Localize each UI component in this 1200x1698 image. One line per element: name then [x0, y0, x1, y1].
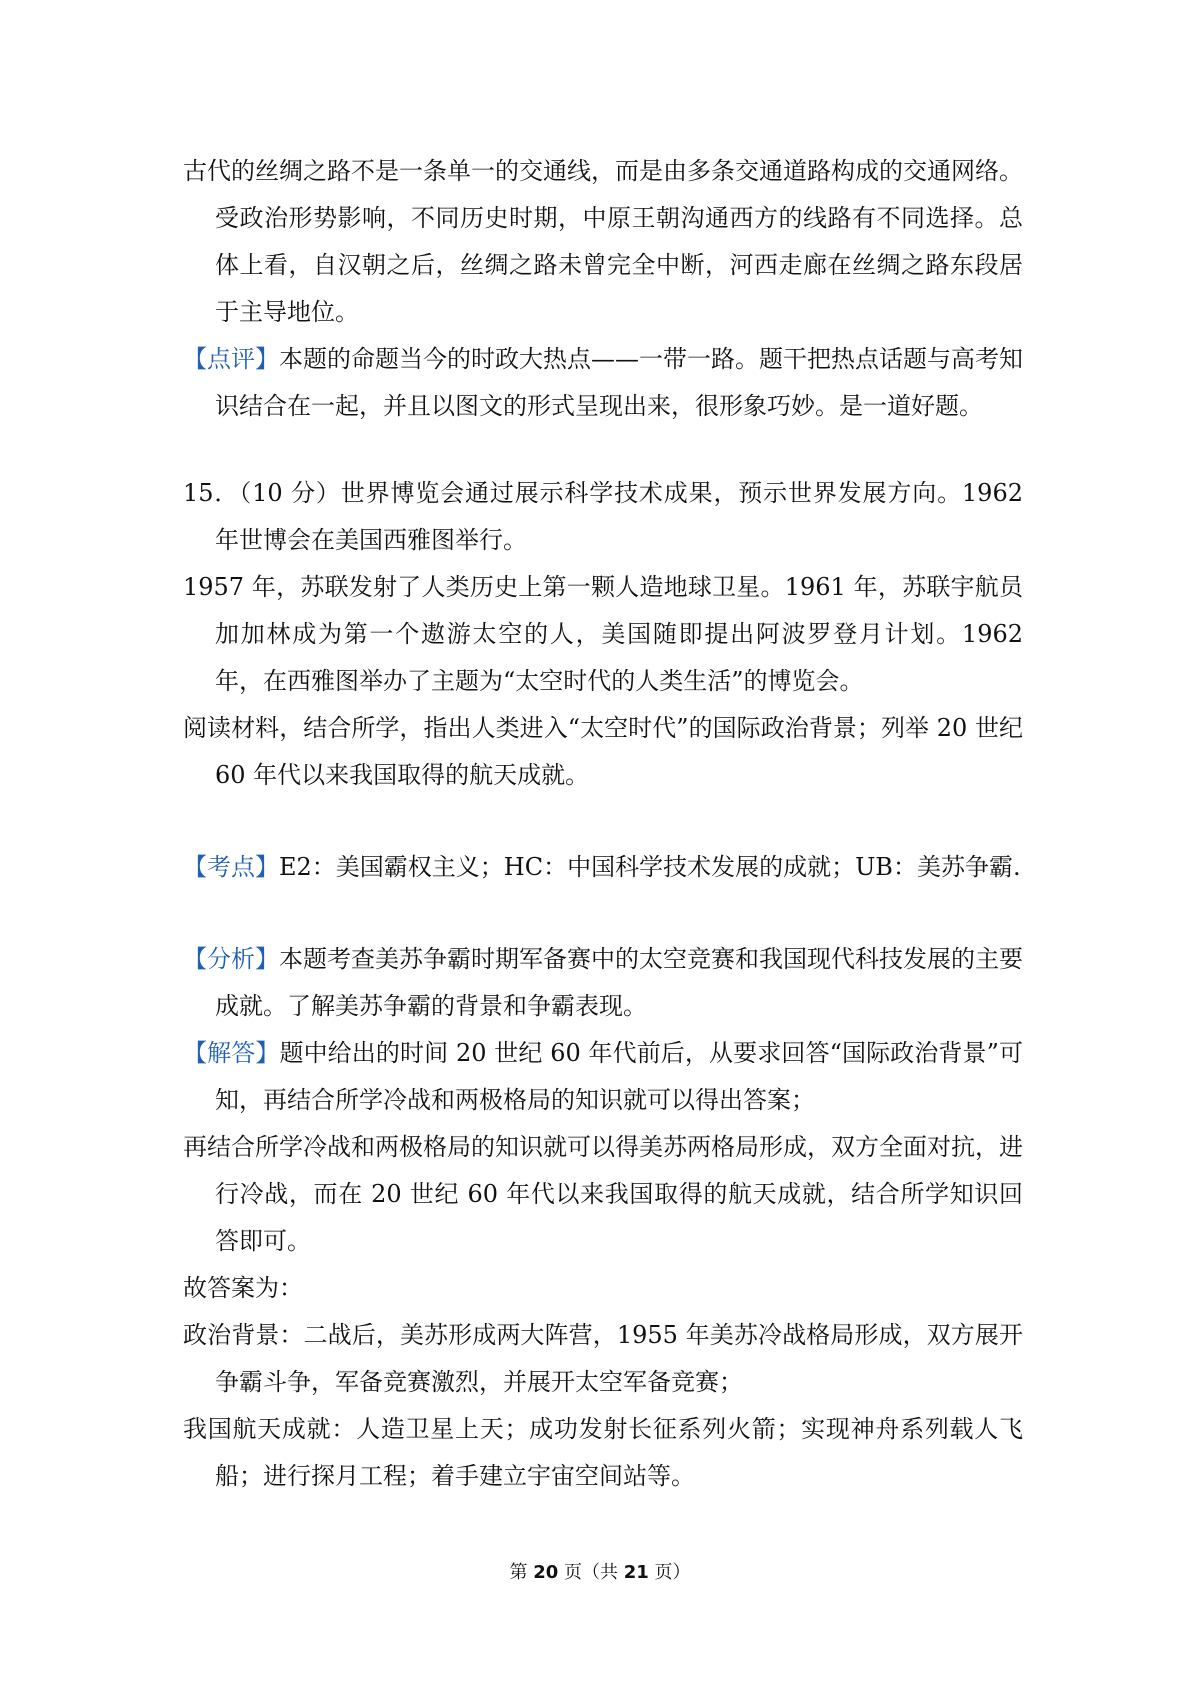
footer-suffix: 页） — [648, 1562, 691, 1583]
kaodian-text: E2：美国霸权主义；HC：中国科学技术发展的成就；UB：美苏争霸. — [279, 853, 1021, 881]
fenxi-tag: 【分析】 — [183, 945, 279, 973]
spacer — [183, 891, 1023, 936]
silk-road-paragraph: 古代的丝绸之路不是一条单一的交通线，而是由多条交通道路构成的交通网络。受政治形势影响，不同历史时期，中原王朝沟通西方的线路有不同选择。总体上看，自汉朝之后，丝绸之路未曾完全中断，河西走廊在丝绸之路东段居于主导地位。 — [183, 157, 1023, 326]
footer-page-number: 20 — [533, 1562, 559, 1583]
kaodian-paragraph — [183, 844, 1023, 891]
answer-line: 故答案为： — [183, 1274, 303, 1302]
jieda-tag: 【解答】 — [183, 1039, 280, 1067]
page-content — [183, 148, 1023, 1500]
fenxi-text: 本题考查美苏争霸时期军备赛中的太空竞赛和我国现代科技发展的主要成就。了解美苏争霸的背景和争霸表现。 — [215, 945, 1023, 1020]
spacer — [183, 430, 1023, 470]
spacer — [183, 799, 1023, 844]
answer-line: 再结合所学冷战和两极格局的知识就可以得美苏两格局形成，双方全面对抗，进行冷战，而在 20 世纪 60 年代以来我国取得的航天成就，结合所学知识回答即可。 — [183, 1133, 1023, 1255]
footer-prefix: 第 — [509, 1562, 534, 1583]
jieda-text: 题中给出的时间 20 世纪 60 年代前后，从要求回答“国际政治背景”可知，再结合所学冷战和两极格局的知识就可以得出答案； — [215, 1039, 1024, 1114]
kaodian-tag: 【考点】 — [183, 853, 279, 881]
dianping-paragraph — [183, 336, 1023, 430]
footer-middle: 页（共 — [558, 1562, 624, 1583]
question-ask: 阅读材料，结合所学，指出人类进入“太空时代”的国际政治背景；列举 20 世纪 60 年代以来我国取得的航天成就。 — [183, 714, 1023, 789]
dianping-tag: 【点评】 — [183, 345, 279, 373]
footer-total-pages: 21 — [623, 1562, 649, 1583]
fenxi-paragraph — [183, 936, 1023, 1030]
answer-line: 我国航天成就：人造卫星上天；成功发射长征系列火箭；实现神舟系列载人飞船；进行探月工程；着手建立宇宙空间站等。 — [183, 1415, 1023, 1490]
question-material: 1957 年，苏联发射了人类历史上第一颗人造地球卫星。1961 年，苏联宇航员加加林成为第一个遨游太空的人，美国随即提出阿波罗登月计划。1962 年，在西雅图举办了主题为“太空时代的人类生活”的博览会。 — [183, 573, 1023, 695]
jieda-paragraph — [183, 1030, 1023, 1124]
dianping-text: 本题的命题当今的时政大热点——一带一路。题干把热点话题与高考知识结合在一起，并且以图文的形式呈现出来，很形象巧妙。是一道好题。 — [215, 345, 1023, 420]
answer-line: 政治背景：二战后，美苏形成两大阵营，1955 年美苏冷战格局形成，双方展开争霸斗争，军备竞赛激烈，并展开太空军备竞赛； — [183, 1321, 1023, 1396]
page-footer — [0, 1558, 1200, 1584]
question-stem: 15．（10 分）世界博览会通过展示科学技术成果，预示世界发展方向。1962 年世博会在美国西雅图举行。 — [183, 479, 1023, 554]
